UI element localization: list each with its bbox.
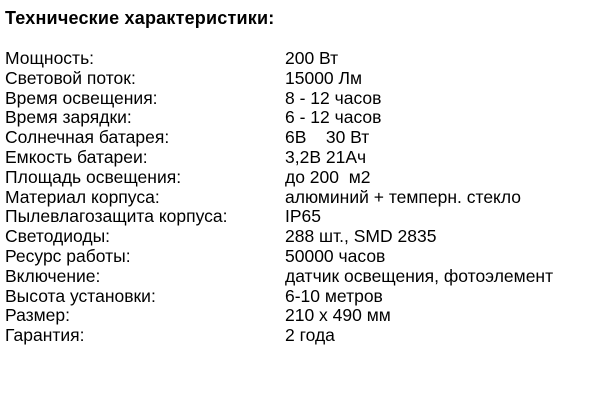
spec-value: IP65 — [285, 206, 321, 227]
spec-row-lighting-area — [5, 168, 600, 188]
spec-value: 3,2В 21Ач — [285, 146, 367, 167]
spec-label: Световой поток: — [5, 67, 136, 88]
spec-label: Пылевлагозащита корпуса: — [5, 206, 228, 227]
spec-row-luminous-flux — [5, 69, 600, 89]
spec-row-service-life — [5, 247, 600, 267]
spec-row-charging-time — [5, 108, 600, 128]
spec-value: 50000 часов — [285, 245, 386, 266]
spec-value: 6-10 метров — [285, 285, 383, 306]
spec-list — [5, 49, 600, 346]
spec-row-activation — [5, 267, 600, 287]
spec-label: Время освещения: — [5, 87, 158, 108]
spec-label: Солнечная батарея: — [5, 127, 170, 148]
spec-label: Материал корпуса: — [5, 186, 160, 207]
spec-label: Светодиоды: — [5, 226, 111, 247]
spec-label: Высота установки: — [5, 285, 156, 306]
spec-value: 6 - 12 часов — [285, 107, 382, 128]
spec-row-battery-capacity — [5, 148, 600, 168]
spec-value: до 200 м2 — [285, 166, 371, 187]
spec-value: 8 - 12 часов — [285, 87, 382, 108]
spec-label: Ресурс работы: — [5, 245, 131, 266]
spec-value: 6В 30 Вт — [285, 127, 370, 148]
spec-value: 200 Вт — [285, 48, 339, 68]
spec-value: алюминий + темперн. стекло — [285, 186, 522, 207]
spec-value: 288 шт., SMD 2835 — [285, 226, 437, 247]
spec-label: Емкость батареи: — [5, 146, 148, 167]
spec-row-power — [5, 49, 600, 69]
spec-row-solar-panel — [5, 128, 600, 148]
spec-row-warranty — [5, 326, 600, 346]
spec-row-mounting-height — [5, 287, 600, 307]
spec-label: Мощность: — [5, 48, 95, 68]
spec-row-leds — [5, 227, 600, 247]
spec-value: 210 х 490 мм — [285, 305, 391, 326]
spec-row-housing-material — [5, 188, 600, 208]
page-title: Технические характеристики: — [5, 8, 275, 28]
spec-value: 2 года — [285, 325, 335, 346]
spec-label: Гарантия: — [5, 325, 85, 346]
spec-label: Площадь освещения: — [5, 166, 182, 187]
spec-value: 15000 Лм — [285, 67, 363, 88]
spec-label: Включение: — [5, 265, 101, 286]
spec-label: Время зарядки: — [5, 107, 132, 128]
spec-value: датчик освещения, фотоэлемент — [285, 265, 554, 286]
spec-label: Размер: — [5, 305, 71, 326]
spec-row-size — [5, 306, 600, 326]
spec-row-lighting-time — [5, 89, 600, 109]
spec-row-ingress-protection — [5, 207, 600, 227]
